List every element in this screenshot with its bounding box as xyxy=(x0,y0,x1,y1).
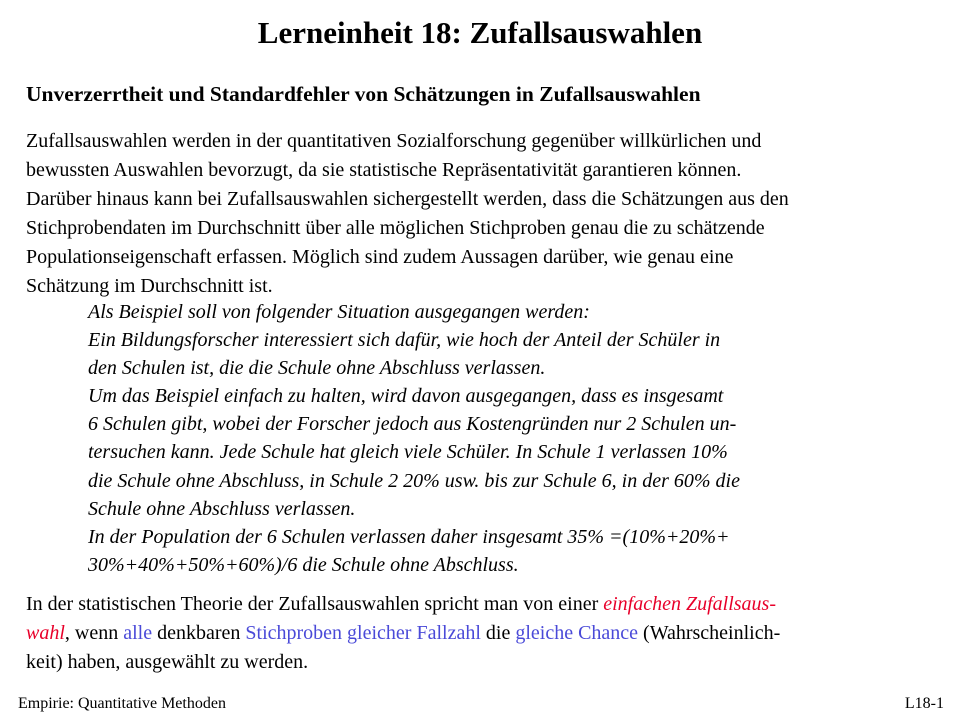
closing-text: denkbaren xyxy=(152,622,246,644)
intro-paragraph xyxy=(26,127,789,301)
example-line: den Schulen ist, die die Schule ohne Abschluss verlassen. xyxy=(88,357,546,380)
closing-line-2 xyxy=(26,619,780,648)
intro-line: Zufallsauswahlen werden in der quantitativen Sozialforschung gegenüber willkürlichen und xyxy=(26,130,762,152)
intro-line: Schätzung im Durchschnitt ist. xyxy=(26,275,273,297)
example-line: 6 Schulen gibt, wobei der Forscher jedoch aus Kostengründen nur 2 Schulen un- xyxy=(88,413,737,436)
closing-paragraph xyxy=(26,590,780,677)
closing-text: die xyxy=(480,622,516,644)
term-highlight: einfachen Zufallsaus- xyxy=(603,593,776,615)
example-line: Ein Bildungsforscher interessiert sich dafür, wie hoch der Anteil der Schüler in xyxy=(88,329,721,352)
page-title: Lerneinheit 18: Zufallsauswahlen xyxy=(257,15,703,50)
keyword-highlight: Stichproben gleicher Fallzahl xyxy=(245,622,481,644)
section-subtitle: Unverzerrtheit und Standardfehler von Schätzungen in Zufallsauswahlen xyxy=(26,82,701,106)
example-line: tersuchen kann. Jede Schule hat gleich viele Schüler. In Schule 1 verlassen 10% xyxy=(88,441,728,464)
closing-line-3: keit) haben, ausgewählt zu werden. xyxy=(26,651,309,673)
footer-page-number: L18-1 xyxy=(904,695,944,712)
intro-line: Darüber hinaus kann bei Zufallsauswahlen sichergestellt werden, dass die Schätzungen aus den xyxy=(26,188,789,210)
example-line: die Schule ohne Abschluss, in Schule 2 20% usw. bis zur Schule 6, in der 60% die xyxy=(88,469,740,492)
example-line: In der Population der 6 Schulen verlassen daher insgesamt 35% =(10%+20%+ xyxy=(88,525,730,548)
keyword-highlight: gleiche Chance xyxy=(515,622,639,644)
example-paragraph xyxy=(88,298,740,579)
term-highlight: wahl xyxy=(26,622,65,644)
example-line: Um das Beispiel einfach zu halten, wird davon ausgegangen, dass es insgesamt xyxy=(88,385,724,408)
intro-line: bewussten Auswahlen bevorzugt, da sie statistische Repräsentativität garantieren können. xyxy=(26,159,742,181)
closing-text: (Wahrscheinlich- xyxy=(638,622,781,644)
footer-course: Empirie: Quantitative Methoden xyxy=(18,695,226,712)
keyword-highlight: alle xyxy=(123,622,153,644)
example-line: 30%+40%+50%+60%)/6 die Schule ohne Abschluss. xyxy=(88,553,519,576)
closing-line-1 xyxy=(26,590,780,619)
example-line: Als Beispiel soll von folgender Situation ausgegangen werden: xyxy=(88,301,590,323)
closing-text: In der statistischen Theorie der Zufallsauswahlen spricht man von einer xyxy=(26,593,604,615)
intro-line: Stichprobendaten im Durchschnitt über alle möglichen Stichproben genau die zu schätzende xyxy=(26,217,765,239)
closing-text: , wenn xyxy=(64,622,124,644)
intro-line: Populationseigenschaft erfassen. Möglich sind zudem Aussagen darüber, wie genau eine xyxy=(26,246,734,268)
example-line: Schule ohne Abschluss verlassen. xyxy=(88,497,356,520)
